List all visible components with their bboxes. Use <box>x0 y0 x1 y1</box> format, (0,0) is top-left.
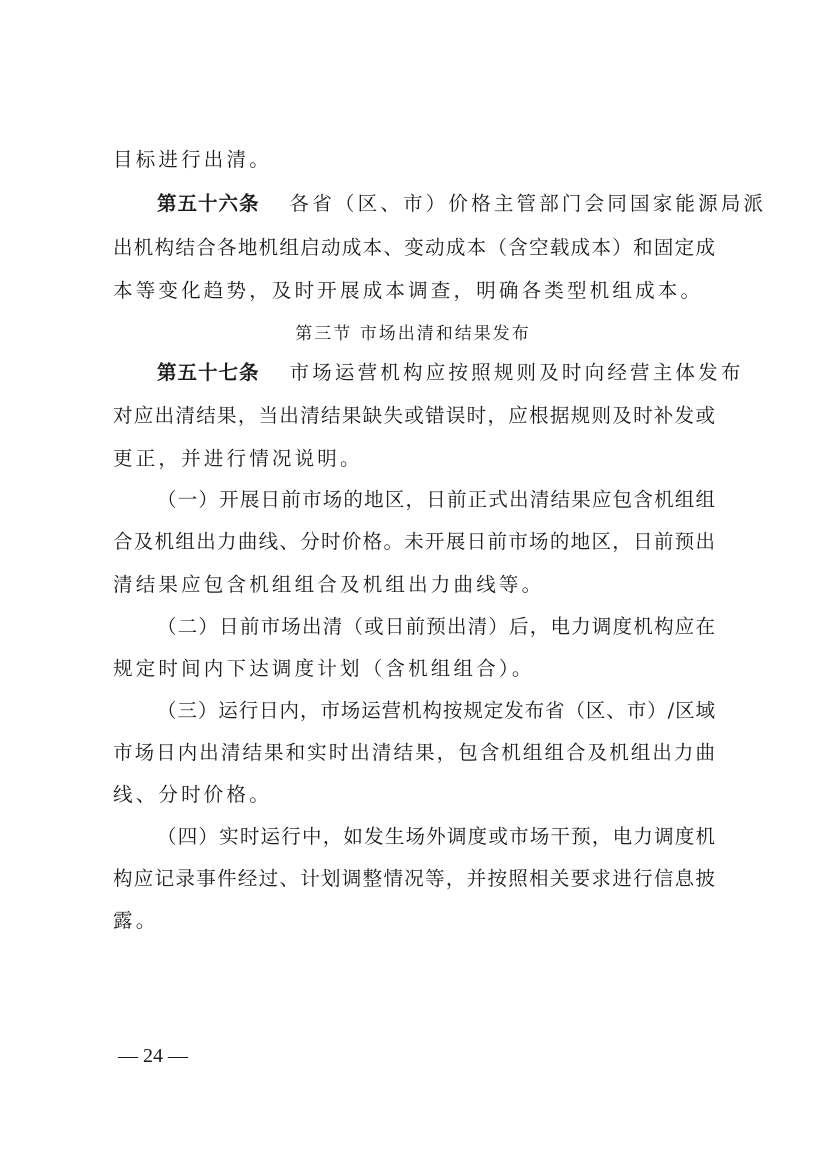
body-line: 本等变化趋势，及时开展成本调查，明确各类型机组成本。 <box>113 279 704 302</box>
article-56-label: 第五十六条 <box>157 192 260 215</box>
body-line: 清结果应包含机组组合及机组出力曲线等。 <box>113 573 545 596</box>
body-line: 规定时间内下达调度计划（含机组组合）。 <box>113 657 535 680</box>
article-56-first-line <box>157 192 766 216</box>
body-line: （二）日前市场出清（或日前预出清）后，电力调度机构应在 <box>157 615 715 638</box>
article-57-first-line <box>157 361 744 385</box>
body-line: 对应出清结果，当出清结果缺失或错误时，应根据规则及时补发或 <box>113 404 715 427</box>
article-57-label: 第五十七条 <box>157 361 260 384</box>
section-title: 第三节 市场出清和结果发布 <box>295 324 531 344</box>
body-line: 各省（区、市）价格主管部门会同国家能源局派 <box>289 192 767 215</box>
body-line: 露。 <box>113 909 159 932</box>
body-line: 目标进行出清。 <box>113 148 272 171</box>
body-line: （四）实时运行中，如发生场外调度或市场干预，电力调度机 <box>157 825 715 848</box>
body-line: 市场日内出清结果和实时出清结果，包含机组组合及机组出力曲 <box>113 741 715 764</box>
body-line: 更正，并进行情况说明。 <box>113 447 363 470</box>
page-number: — 24 — <box>118 1045 188 1067</box>
body-line: 合及机组出力曲线、分时价格。未开展日前市场的地区，日前预出 <box>113 530 715 553</box>
body-line: 市场运营机构应按照规则及时向经营主体发布 <box>289 361 744 384</box>
body-line: 出机构结合各地机组启动成本、变动成本（含空载成本）和固定成 <box>113 236 715 259</box>
body-line: （三）运行日内，市场运营机构按规定发布省（区、市）/区域 <box>157 699 715 722</box>
body-line: （一）开展日前市场的地区，日前正式出清结果应包含机组组 <box>157 488 715 511</box>
body-line: 线、分时价格。 <box>113 783 272 806</box>
body-line: 构应记录事件经过、计划调整情况等，并按照相关要求进行信息披 <box>113 867 715 890</box>
